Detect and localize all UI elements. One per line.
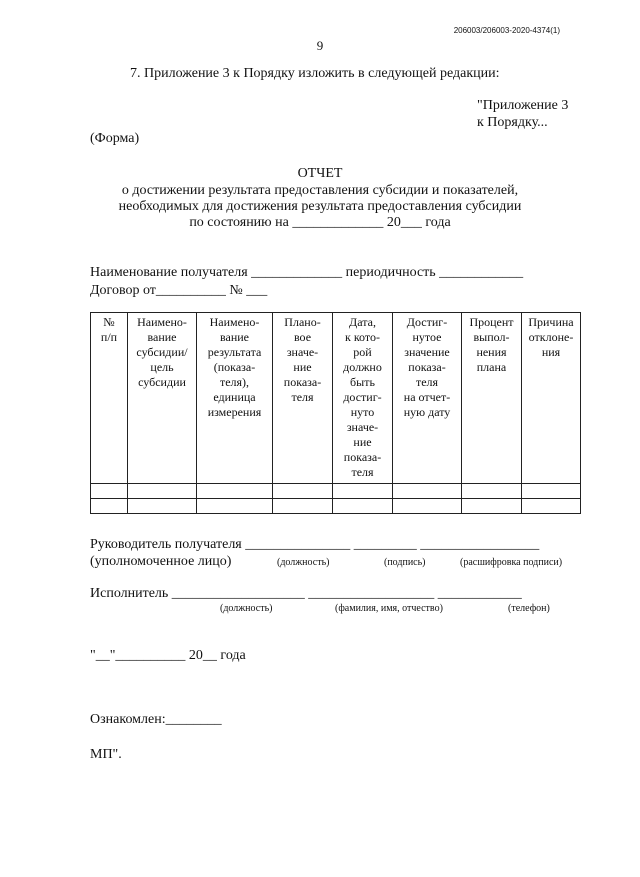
acquainted-line: Ознакомлен:________ bbox=[90, 712, 222, 727]
caption-decoding: (расшифровка подписи) bbox=[460, 557, 563, 568]
header-cell-achieved: Достиг- нутое значение показа- теля на отчет- ную дату bbox=[393, 313, 462, 484]
header-cell-reason: Причина отклоне- ния bbox=[522, 313, 581, 484]
head-signature-line: Руководитель получателя _______________ _________ _________________ bbox=[90, 537, 540, 552]
seal-label: МП". bbox=[90, 747, 122, 762]
table-row bbox=[91, 484, 581, 499]
header-cell-target-date: Дата, к кото- рой должно быть достиг- нуто значе- ние показа- теля bbox=[333, 313, 393, 484]
report-title: ОТЧЕТ bbox=[297, 166, 343, 181]
recipient-line: Наименование получателя _____________ периодичность ____________ bbox=[90, 265, 524, 280]
table-row bbox=[91, 499, 581, 514]
page-number: 9 bbox=[316, 38, 324, 53]
caption-exec-position: (должность) bbox=[220, 603, 273, 614]
appendix-ref-line2: к Порядку... bbox=[477, 115, 548, 130]
caption-exec-name: (фамилия, имя, отчество) bbox=[335, 603, 443, 614]
contract-line: Договор от__________ № ___ bbox=[90, 283, 268, 298]
date-line: "__"__________ 20__ года bbox=[90, 648, 246, 663]
intro-paragraph: 7. Приложение 3 к Порядку изложить в следующей редакции: bbox=[130, 66, 500, 81]
header-cell-percent: Процент выпол- нения плана bbox=[462, 313, 522, 484]
header-cell-planned: Плано- вое значе- ние показа- теля bbox=[273, 313, 333, 484]
caption-exec-phone: (телефон) bbox=[508, 603, 550, 614]
form-label: (Форма) bbox=[90, 131, 140, 146]
header-cell-number: № п/п bbox=[91, 313, 128, 484]
caption-position: (должность) bbox=[277, 557, 330, 568]
report-subtitle-line2: необходимых для достижения результата предоставления субсидии bbox=[118, 199, 522, 214]
appendix-ref-line1: "Приложение 3 bbox=[477, 98, 569, 113]
report-table bbox=[90, 312, 581, 514]
caption-signature: (подпись) bbox=[384, 557, 426, 568]
header-cell-result: Наимено- вание результата (показа- теля), единица измерения bbox=[197, 313, 273, 484]
executor-line: Исполнитель ___________________ __________________ ____________ bbox=[90, 586, 522, 601]
report-date-line: по состоянию на _____________ 20___ года bbox=[189, 215, 451, 230]
report-subtitle-line1: о достижении результата предоставления субсидии и показателей, bbox=[121, 183, 519, 198]
header-cell-subsidy: Наимено- вание субсидии/ цель субсидии bbox=[128, 313, 197, 484]
head-authorized-label: (уполномоченное лицо) bbox=[90, 554, 232, 569]
table-header-row bbox=[91, 313, 581, 484]
document-id: 206003/206003-2020-4374(1) bbox=[453, 26, 560, 35]
